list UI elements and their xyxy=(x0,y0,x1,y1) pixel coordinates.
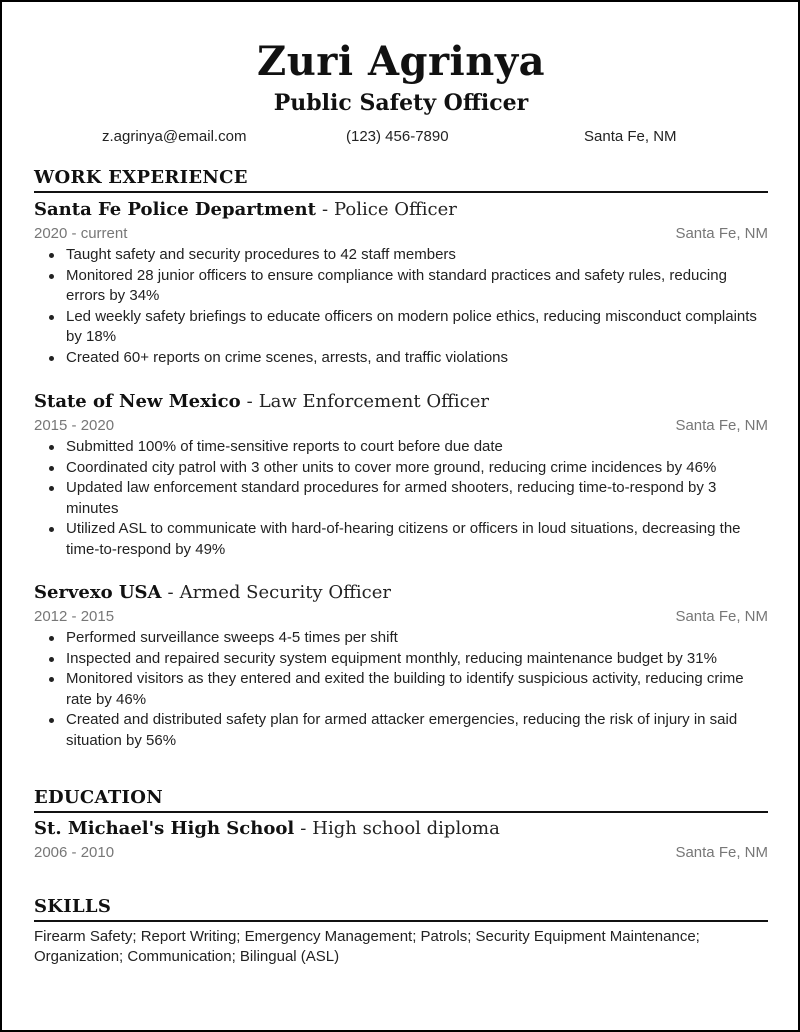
job-organization: Servexo USA xyxy=(34,582,162,603)
section-heading-education: EDUCATION xyxy=(34,786,768,813)
job-organization: Santa Fe Police Department xyxy=(34,199,316,220)
job-entry xyxy=(34,197,768,368)
job-entry xyxy=(34,580,768,751)
bullet-item: Performed surveillance sweeps 4-5 times per shift xyxy=(34,628,768,649)
job-separator: - xyxy=(246,391,253,412)
job-meta xyxy=(34,606,768,628)
contact-location: Santa Fe, NM xyxy=(584,128,677,145)
education-entry xyxy=(34,816,768,864)
section-heading-work: WORK EXPERIENCE xyxy=(34,166,768,193)
job-heading xyxy=(34,580,768,606)
job-separator: - xyxy=(321,199,329,220)
skills-list: Firearm Safety; Report Writing; Emergency Management; Patrols; Security Equipment Maintenance; Organization; Communication; Bilingual (ASL) xyxy=(34,928,700,965)
education-dates: 2006 - 2010 xyxy=(34,844,115,861)
job-bullets xyxy=(34,437,768,560)
job-heading xyxy=(34,389,768,415)
bullet-item: Monitored 28 junior officers to ensure compliance with standard practices and safety rules, reducing errors by 34% xyxy=(34,266,768,307)
bullet-item: Coordinated city patrol with 3 other units to cover more ground, reducing crime incidences by 46% xyxy=(34,458,768,479)
job-meta xyxy=(34,223,768,245)
job-meta xyxy=(34,415,768,437)
job-bullets xyxy=(34,628,768,751)
bullet-item: Created and distributed safety plan for armed attacker emergencies, reducing the risk of injury in said situation by 56% xyxy=(34,710,768,751)
bullet-item: Updated law enforcement standard procedures for armed shooters, reducing time-to-respond by 3 minutes xyxy=(34,478,768,519)
contact-phone: (123) 456-7890 xyxy=(346,128,449,145)
education-meta xyxy=(34,842,768,864)
job-dates: 2012 - 2015 xyxy=(34,608,115,625)
section-heading-skills: SKILLS xyxy=(34,895,768,922)
job-organization: State of New Mexico xyxy=(34,391,241,412)
bullet-item: Inspected and repaired security system equipment monthly, reducing maintenance budget by 31% xyxy=(34,649,768,670)
job-entry xyxy=(34,389,768,560)
job-location: Santa Fe, NM xyxy=(675,225,768,242)
job-role: Law Enforcement Officer xyxy=(258,391,489,412)
candidate-title: Public Safety Officer xyxy=(273,90,529,116)
bullet-item: Utilized ASL to communicate with hard-of-hearing citizens or officers in loud situations, decreasing the time-to-respond by 49% xyxy=(34,519,768,560)
job-heading xyxy=(34,197,768,223)
job-bullets xyxy=(34,245,768,368)
bullet-item: Submitted 100% of time-sensitive reports to court before due date xyxy=(34,437,768,458)
contact-email: z.agrinya@email.com xyxy=(102,128,247,145)
education-location: Santa Fe, NM xyxy=(675,844,768,861)
candidate-name: Zuri Agrinya xyxy=(257,38,545,85)
job-location: Santa Fe, NM xyxy=(675,608,768,625)
education-degree: High school diploma xyxy=(312,818,500,839)
contact-line xyxy=(34,126,768,148)
bullet-item: Taught safety and security procedures to 42 staff members xyxy=(34,245,768,266)
education-separator: - xyxy=(300,818,307,839)
job-separator: - xyxy=(167,582,174,603)
job-role: Police Officer xyxy=(334,199,457,220)
bullet-item: Created 60+ reports on crime scenes, arrests, and traffic violations xyxy=(34,348,768,369)
job-role: Armed Security Officer xyxy=(179,582,391,603)
job-dates: 2015 - 2020 xyxy=(34,417,115,434)
job-dates: 2020 - current xyxy=(34,225,128,242)
job-location: Santa Fe, NM xyxy=(675,417,768,434)
education-heading xyxy=(34,816,768,842)
education-school: St. Michael's High School xyxy=(34,818,295,839)
bullet-item: Monitored visitors as they entered and exited the building to identify suspicious activity, reducing crime rate by 46% xyxy=(34,669,768,710)
bullet-item: Led weekly safety briefings to educate officers on modern police ethics, reducing misconduct complaints by 18% xyxy=(34,307,768,348)
